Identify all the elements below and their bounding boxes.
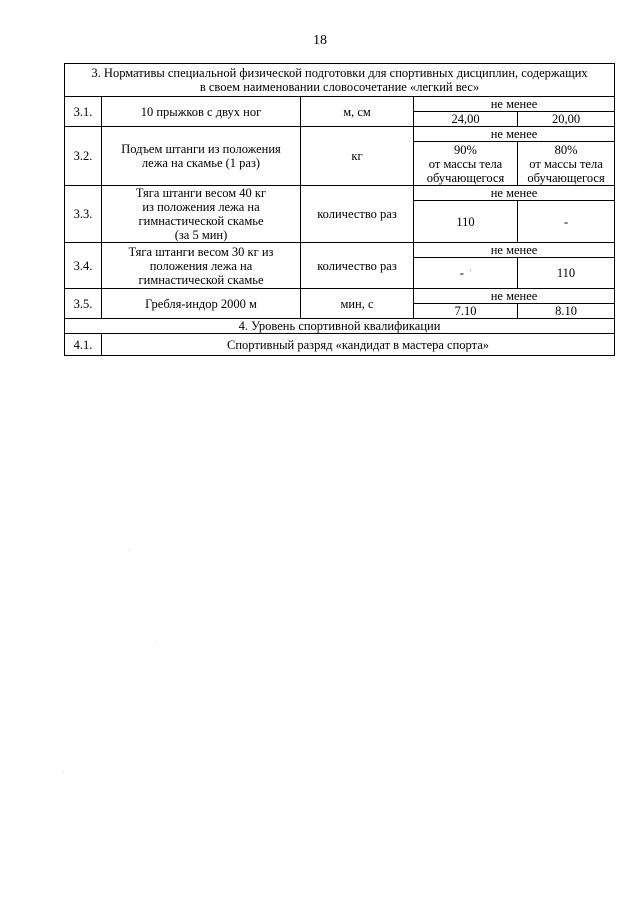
norm-value-a (414, 142, 518, 186)
exercise-name (102, 186, 301, 243)
table-row (65, 243, 615, 258)
norm-value-b: 110 (518, 258, 615, 289)
norm-value-a: 7.10 (414, 304, 518, 319)
exercise-name (102, 243, 301, 289)
norm-value-line: обучающегося (527, 170, 605, 185)
exercise-name-line: гимнастической скамье (138, 214, 264, 228)
table-row (65, 97, 615, 112)
norms-table (64, 63, 615, 356)
norm-value-line: обучающегося (426, 170, 505, 185)
exercise-name (102, 127, 301, 186)
qualifier: не менее (414, 186, 615, 201)
norm-value-b: 8.10 (518, 304, 615, 319)
norm-value-line: 90% (454, 142, 477, 157)
row-number: 3.2. (65, 127, 102, 186)
table-row (65, 127, 615, 142)
unit: мин, с (301, 289, 414, 319)
exercise-name: 10 прыжков с двух ног (102, 97, 301, 127)
norm-value-line: 80% (554, 142, 578, 157)
unit: м, см (301, 97, 414, 127)
section-4-header-row (65, 319, 615, 334)
qualifier: не менее (414, 97, 615, 112)
row-number: 3.5. (65, 289, 102, 319)
scan-speck: ' (469, 268, 472, 277)
qualification-text: Спортивный разряд «кандидат в мастера спорта» (102, 334, 615, 356)
section-3-title-line1: 3. Нормативы специальной физической подготовки для спортивных дисциплин, содержащих (91, 66, 588, 80)
qualifier: не менее (414, 243, 615, 258)
scan-speck: · (128, 548, 130, 554)
qualifier: не менее (414, 127, 615, 142)
qualifier: не менее (414, 289, 615, 304)
norm-value-a: 24,00 (414, 112, 518, 127)
norm-value-a (414, 258, 518, 289)
table-row (65, 186, 615, 201)
page-number: 18 (313, 33, 327, 48)
norm-value-text: - (459, 266, 464, 280)
section-3-header-row (65, 64, 615, 97)
norm-value-a: 110 (414, 201, 518, 243)
exercise-name: Гребля-индор 2000 м (102, 289, 301, 319)
exercise-name-line: (за 5 мин) (174, 228, 228, 242)
norm-value-b: - (518, 201, 615, 243)
unit: кг (301, 127, 414, 186)
exercise-name-line: Тяга штанги весом 40 кг (135, 186, 267, 200)
exercise-name-line: гимнастической скамье (138, 272, 264, 287)
table-row (65, 334, 615, 356)
unit: количество раз (301, 186, 414, 243)
norm-value-line: от массы тела (428, 156, 503, 171)
norm-value-line: от массы тела (529, 156, 603, 171)
norm-value-b: 20,00 (518, 112, 615, 127)
row-number: 4.1. (65, 334, 102, 356)
section-3-title-line2: в своем наименовании словосочетание «легкий вес» (199, 80, 480, 94)
section-3-title (65, 64, 615, 97)
norm-value-b (518, 142, 615, 186)
exercise-name-line: положения лежа на (149, 258, 253, 273)
unit: количество раз (301, 243, 414, 289)
row-number: 3.3. (65, 186, 102, 243)
exercise-name-line: лежа на скамье (1 раз) (141, 156, 261, 170)
table-row (65, 289, 615, 304)
scan-speck: · (62, 770, 64, 776)
exercise-name-line: Подъем штанги из положения (121, 142, 281, 156)
section-4-title: 4. Уровень спортивной квалификации (65, 319, 615, 334)
scan-speck: · (155, 640, 157, 646)
exercise-name-line: из положения лежа на (142, 200, 260, 214)
exercise-name-line: Тяга штанги весом 30 кг из (128, 244, 274, 259)
row-number: 3.1. (65, 97, 102, 127)
row-number: 3.4. (65, 243, 102, 289)
